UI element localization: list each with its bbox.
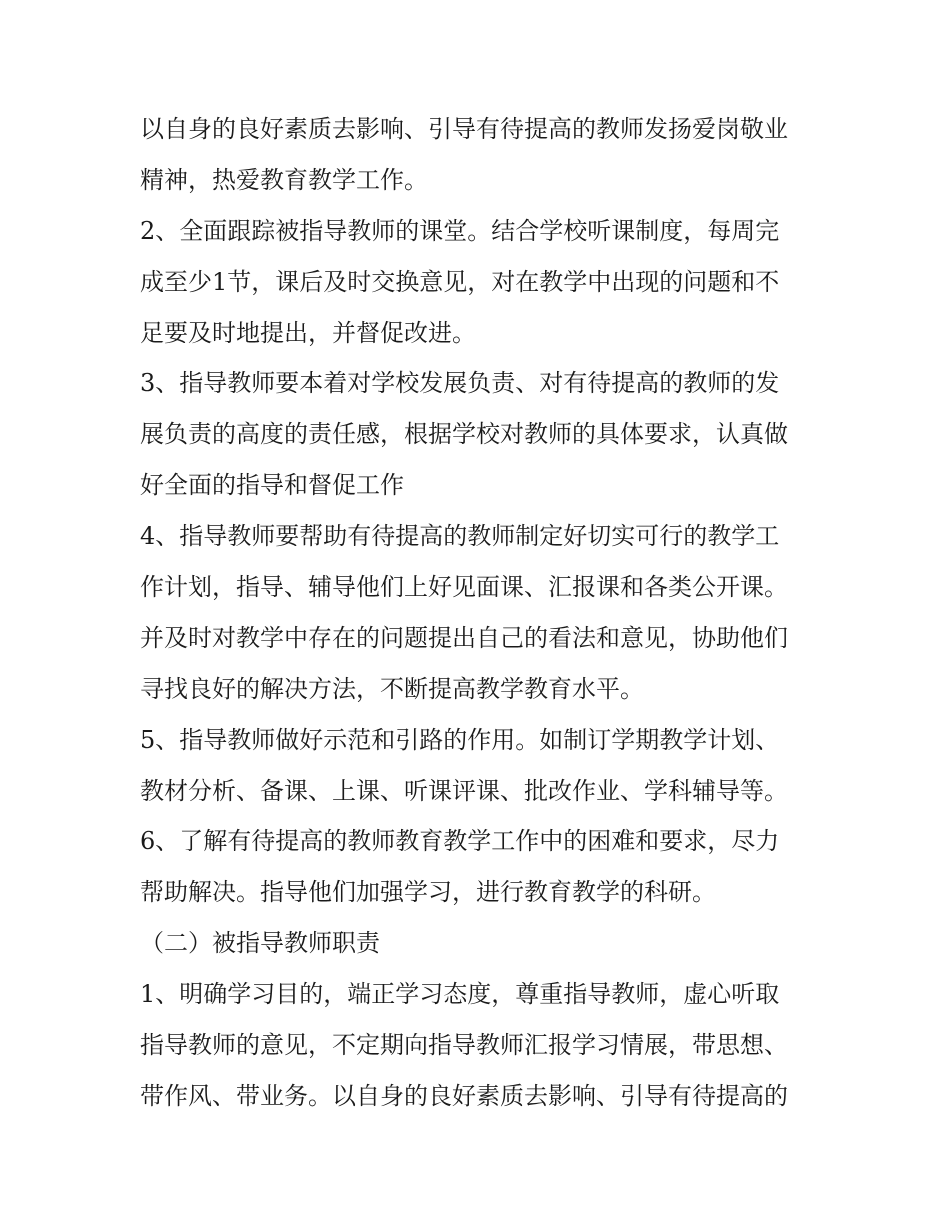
text-line: 带作风、带业务。以自身的良好素质去影响、引导有待提高的: [140, 1081, 788, 1110]
text-line: 教材分析、备课、上课、听课评课、批改作业、学科辅导等。: [140, 776, 788, 805]
text-line: 成至少1节，课后及时交换意见，对在教学中出现的问题和不: [140, 267, 780, 296]
text-line: 1、明确学习目的，端正学习态度，尊重指导教师，虚心听取: [140, 980, 780, 1009]
text-line: 2、全面跟踪被指导教师的课堂。结合学校听课制度，每周完: [140, 216, 780, 245]
text-line: 3、指导教师要本着对学校发展负责、对有待提高的教师的发: [140, 369, 780, 398]
text-line: 并及时对教学中存在的问题提出自己的看法和意见，协助他们: [140, 623, 788, 652]
text-line: 好全面的指导和督促工作: [140, 471, 404, 500]
text-line: 寻找良好的解决方法，不断提高教学教育水平。: [140, 674, 644, 703]
text-line: 6、了解有待提高的教师教育教学工作中的困难和要求，尽力: [140, 827, 780, 856]
text-line: 指导教师的意见，不定期向指导教师汇报学习情展，带思想、: [140, 1031, 788, 1060]
text-line: 4、指导教师要帮助有待提高的教师制定好切实可行的教学工: [140, 522, 780, 551]
section-heading: （二）被指导教师职责: [140, 929, 380, 958]
text-line: 5、指导教师做好示范和引路的作用。如制订学期教学计划、: [140, 725, 780, 754]
text-line: 以自身的良好素质去影响、引导有待提高的教师发扬爱岗敬业: [140, 115, 788, 143]
text-line: 足要及时地提出，并督促改进。: [140, 318, 476, 347]
text-line: 作计划，指导、辅导他们上好见面课、汇报课和各类公开课。: [140, 573, 788, 602]
text-line: 帮助解决。指导他们加强学习，进行教育教学的科研。: [140, 878, 716, 907]
document-body: [140, 104, 820, 1122]
text-line: 精神，热爱教育教学工作。: [140, 165, 428, 194]
text-line: 展负责的高度的责任感，根据学校对教师的具体要求，认真做: [140, 420, 788, 449]
